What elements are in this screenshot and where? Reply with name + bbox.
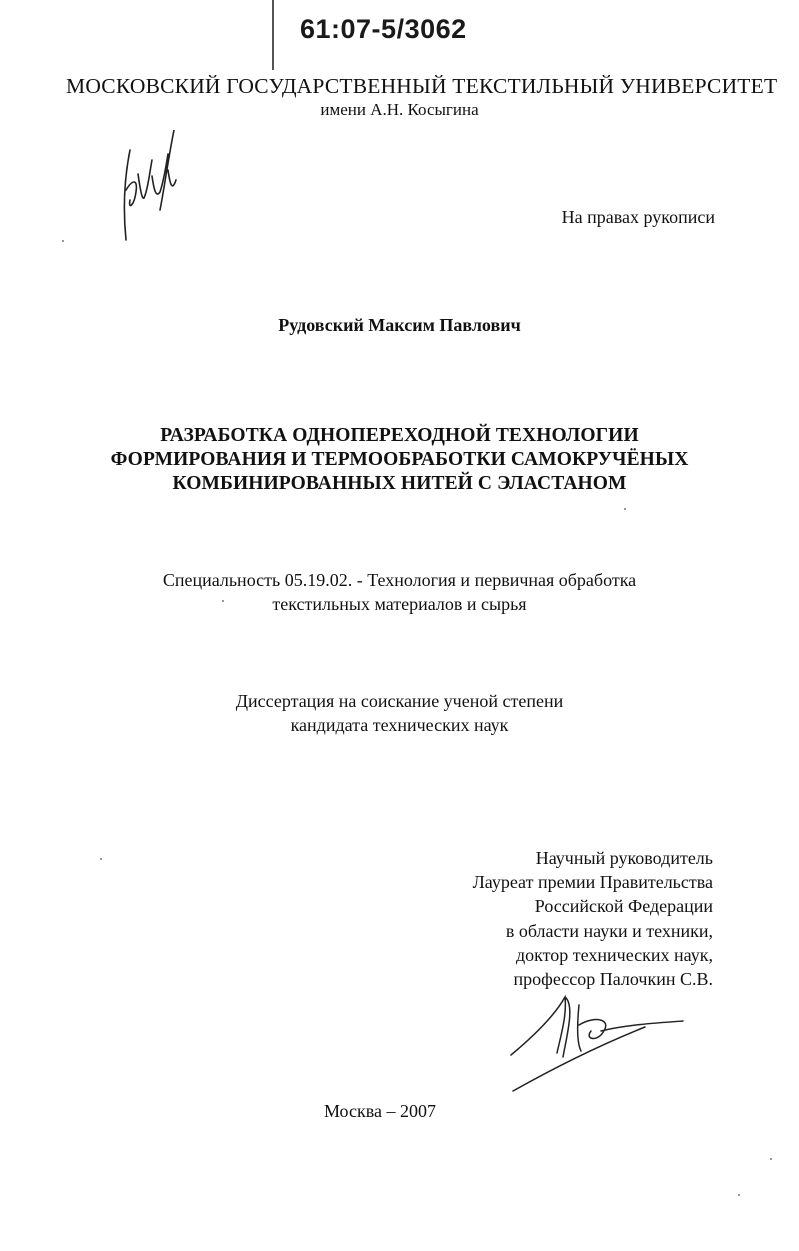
city-and-year: Москва – 2007 xyxy=(324,1101,436,1121)
dissertation-title xyxy=(0,424,799,496)
specialty-block xyxy=(0,568,799,616)
supervisor-line: профессор Палочкин С.В. xyxy=(513,969,713,990)
scan-speck xyxy=(100,858,102,860)
manuscript-rights-note: На правах рукописи xyxy=(561,207,715,227)
supervisor-line: доктор технических наук, xyxy=(516,944,713,965)
degree-line: Диссертация на соискание ученой степени xyxy=(235,691,564,711)
scan-speck xyxy=(624,508,626,510)
degree-block xyxy=(0,689,799,737)
stamp-divider-line xyxy=(272,0,274,70)
university-named-after: имени А.Н. Косыгина xyxy=(320,100,479,119)
university-name: МОСКОВСКИЙ ГОСУДАРСТВЕННЫЙ ТЕКСТИЛЬНЫЙ УНИВЕРСИТЕТ xyxy=(66,74,778,98)
title-line: КОМБИНИРОВАННЫХ НИТЕЙ С ЭЛАСТАНОМ xyxy=(172,473,627,494)
title-line: РАЗРАБОТКА ОДНОПЕРЕХОДНОЙ ТЕХНОЛОГИИ xyxy=(160,425,639,446)
supervisor-signature-icon xyxy=(505,985,695,1095)
supervisor-line: Научный руководитель xyxy=(535,848,713,868)
author-name: Рудовский Максим Павлович xyxy=(278,315,521,335)
scan-speck xyxy=(738,1194,740,1196)
supervisor-block xyxy=(473,846,713,991)
scan-speck xyxy=(62,240,64,242)
specialty-line: текстильных материалов и сырья xyxy=(272,594,527,614)
scan-speck xyxy=(222,600,224,602)
supervisor-line: в области науки и техники, xyxy=(505,920,713,941)
author-signature-icon xyxy=(108,130,188,250)
archive-stamp: 61:07-5/3062 xyxy=(300,14,467,44)
scan-speck xyxy=(770,1158,772,1160)
specialty-line: Специальность 05.19.02. - Технология и первичная обработка xyxy=(162,570,637,590)
title-line: ФОРМИРОВАНИЯ И ТЕРМООБРАБОТКИ САМОКРУЧЁНЫХ xyxy=(110,449,689,470)
supervisor-line: Лауреат премии Правительства xyxy=(472,872,713,893)
degree-line: кандидата технических наук xyxy=(290,715,509,735)
supervisor-line: Российской Федерации xyxy=(534,896,713,917)
